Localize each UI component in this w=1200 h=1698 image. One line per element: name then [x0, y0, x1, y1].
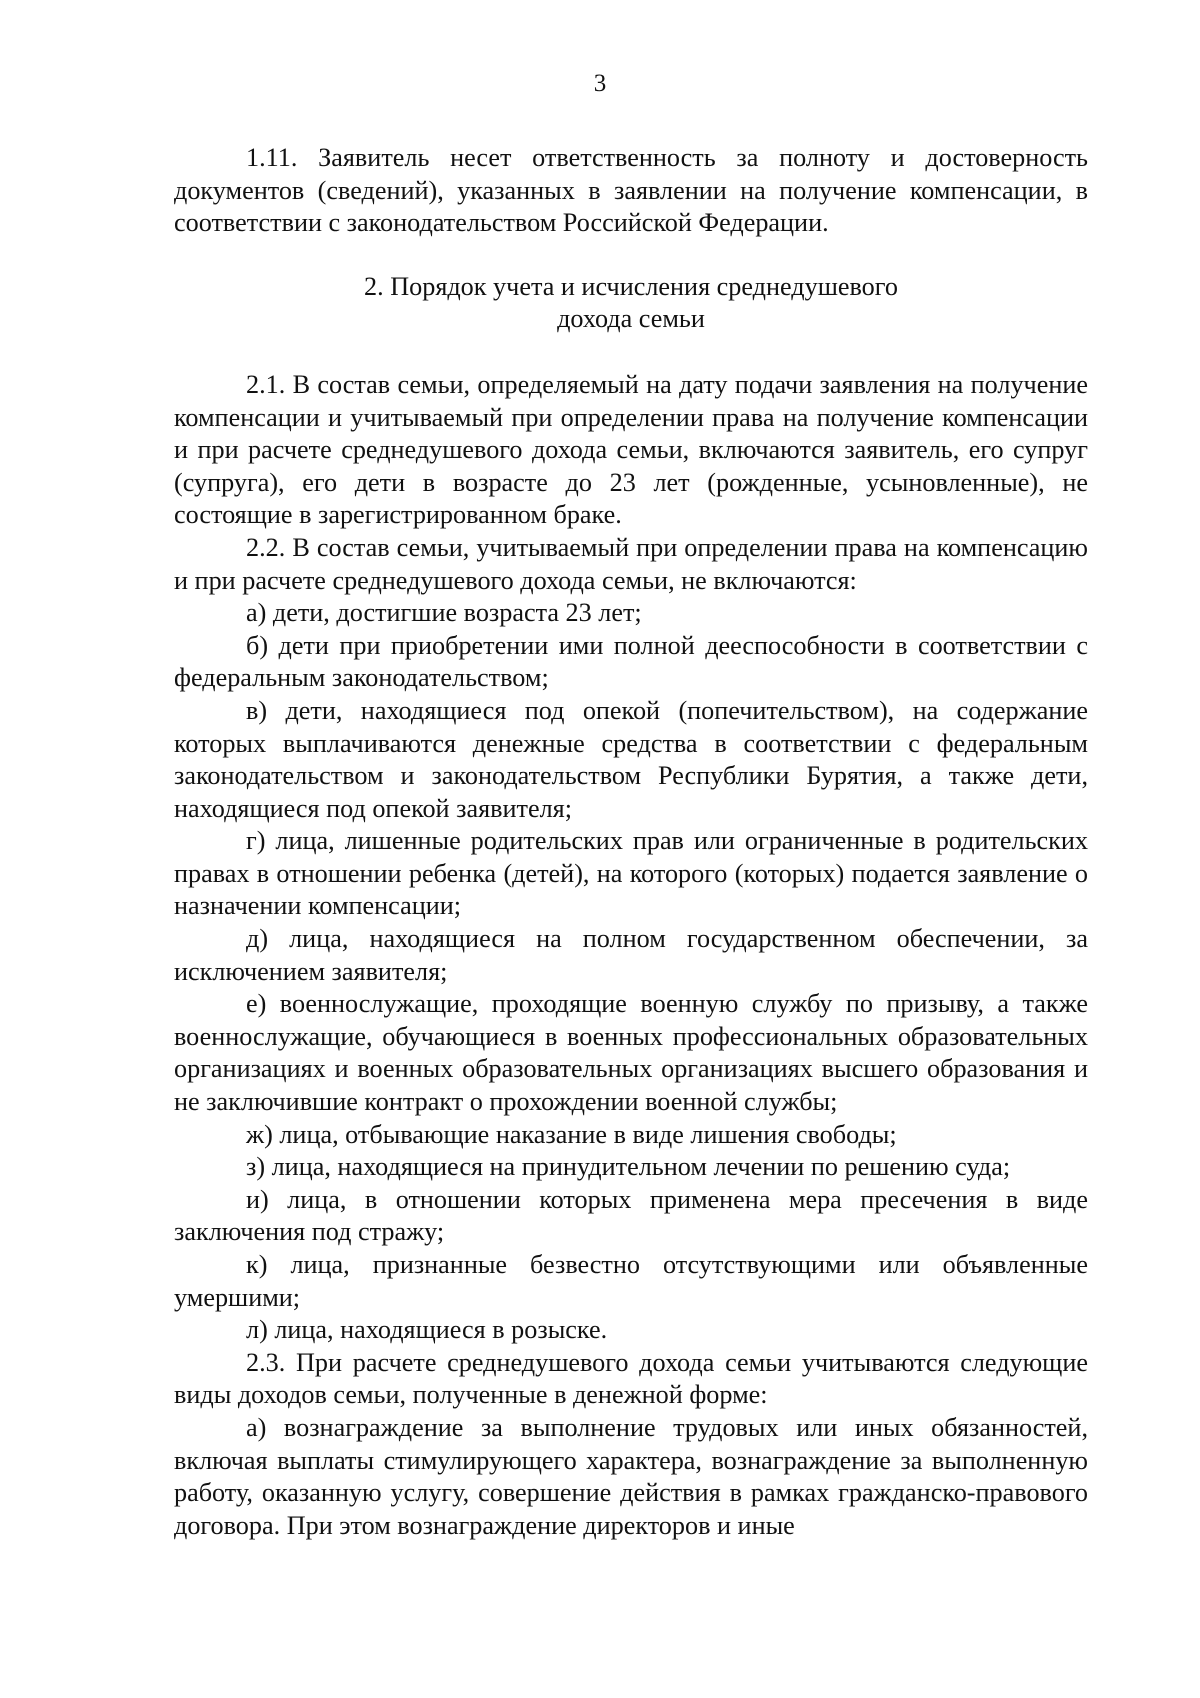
paragraph-2-2: 2.2. В состав семьи, учитываемый при определении права на компенсацию и при расчете среднедушевого дохода семьи, не включаются: — [174, 532, 1088, 595]
list-item-l: л) лица, находящиеся в розыске. — [246, 1315, 608, 1345]
list-item-z: з) лица, находящиеся на принудительном лечении по решению суда; — [246, 1152, 1011, 1182]
section-title — [174, 271, 1088, 336]
list-item-e: е) военнослужащие, проходящие военную службу по призыву, а также военнослужащие, обучающиеся в военных профессиональных образовательных организациях и военных образовательных организациях высшего образования и не заключившие контракт о прохождении военной службы; — [174, 989, 1088, 1117]
document-body — [174, 142, 1088, 1542]
page-number: 3 — [593, 70, 607, 97]
list-item-i: и) лица, в отношении которых применена мера пресечения в виде заключения под стражу; — [174, 1184, 1088, 1247]
list-item-b: б) дети при приобретении ими полной дееспособности в соответствии с федеральным законодательством; — [174, 630, 1088, 693]
list-item-v: в) дети, находящиеся под опекой (попечительством), на содержание которых выплачиваются денежные средства в соответствии с федеральным законодательством и законодательством Республики Бурятия, а также дети, находящиеся под опекой заявителя; — [174, 695, 1088, 823]
list-item-a: а) дети, достигшие возраста 23 лет; — [246, 598, 642, 628]
list-item-d: д) лица, находящиеся на полном государственном обеспечении, за исключением заявителя; — [174, 924, 1088, 986]
section-title-line-1: 2. Порядок учета и исчисления среднедушевого — [364, 271, 898, 301]
section-title-line-2: дохода семьи — [557, 304, 705, 334]
paragraph-1-11: 1.11. Заявитель несет ответственность за полноту и достоверность документов (сведений), указанных в заявлении на получение компенсации, в соответствии с законодательством Российской Федерации. — [174, 143, 1088, 238]
list-item-zh: ж) лица, отбывающие наказание в виде лишения свободы; — [246, 1119, 897, 1149]
paragraph-2-3: 2.3. При расчете среднедушевого дохода семьи учитываются следующие виды доходов семьи, полученные в денежной форме: — [174, 1347, 1088, 1410]
list-item-k: к) лица, признанные безвестно отсутствующими или объявленные умершими; — [174, 1250, 1088, 1312]
income-item-a: а) вознаграждение за выполнение трудовых или иных обязанностей, включая выплаты стимулирующего характера, вознаграждение за выполненную работу, оказанную услугу, совершение действия в рамках гражданско-правового договора. При этом вознаграждение директоров и иные — [174, 1412, 1088, 1540]
paragraph-2-1: 2.1. В состав семьи, определяемый на дату подачи заявления на получение компенсации и учитываемый при определении права на получение компенсации и при расчете среднедушевого дохода семьи, включаются заявитель, его супруг (супруга), его дети в возрасте до 23 лет (рожденные, усыновленные), не состоящие в зарегистрированном браке. — [174, 369, 1088, 530]
list-item-g: г) лица, лишенные родительских прав или ограниченные в родительских правах в отношении ребенка (детей), на которого (которых) подается заявление о назначении компенсации; — [174, 826, 1088, 921]
